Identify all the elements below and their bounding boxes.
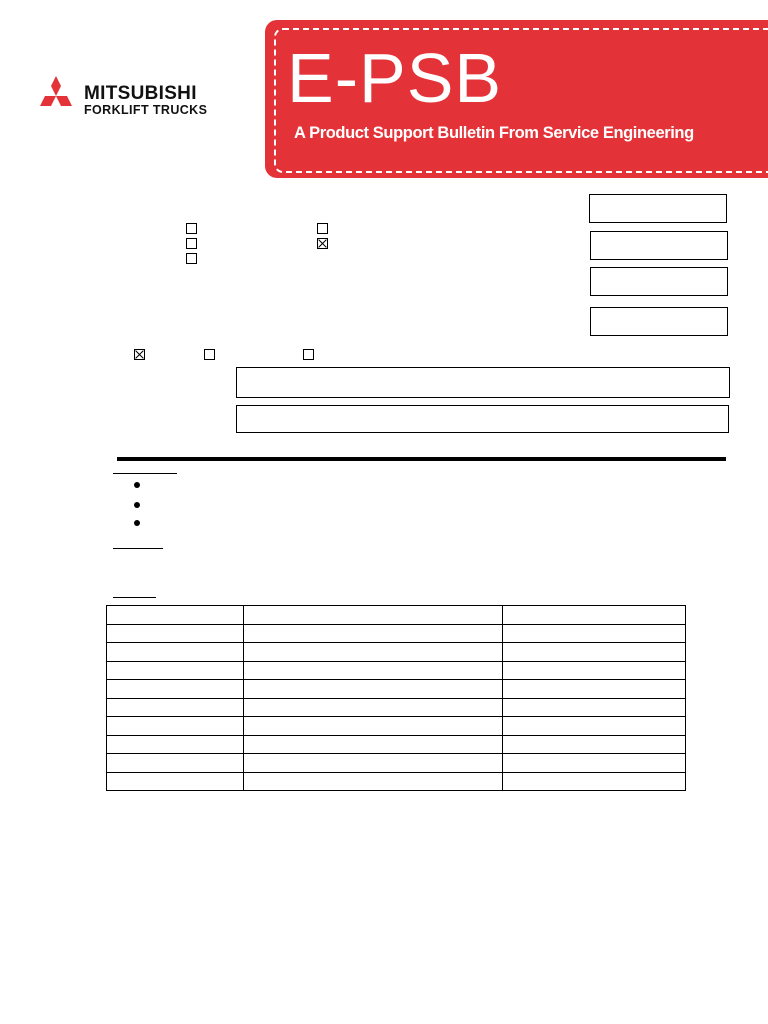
checkbox[interactable] xyxy=(204,349,215,360)
checkbox[interactable] xyxy=(186,238,197,249)
checkbox[interactable] xyxy=(317,223,328,234)
table-row xyxy=(107,698,686,717)
logo-wordmark: MITSUBISHI xyxy=(84,83,197,104)
table-cell xyxy=(244,772,503,791)
table-cell xyxy=(503,624,686,643)
checkbox-checked[interactable] xyxy=(134,349,145,360)
table-cell xyxy=(244,624,503,643)
table-cell xyxy=(503,717,686,736)
info-box-2 xyxy=(590,231,728,260)
banner-subtitle: A Product Support Bulletin From Service Engineering xyxy=(294,124,694,142)
table-cell xyxy=(244,606,503,625)
table-cell xyxy=(503,680,686,699)
table-cell xyxy=(503,698,686,717)
table-cell xyxy=(503,772,686,791)
checkbox-checked[interactable] xyxy=(317,238,328,249)
table-row xyxy=(107,717,686,736)
table-cell xyxy=(503,606,686,625)
table-cell xyxy=(107,735,244,754)
table-row xyxy=(107,606,686,625)
table-row xyxy=(107,680,686,699)
table-cell xyxy=(107,643,244,662)
table-cell xyxy=(244,735,503,754)
table-cell xyxy=(107,606,244,625)
parts-table xyxy=(106,605,686,791)
info-box-4 xyxy=(590,307,728,336)
table-cell xyxy=(244,754,503,773)
table-cell xyxy=(503,754,686,773)
info-box-3 xyxy=(590,267,728,296)
heading-underline xyxy=(113,597,156,598)
banner-title: E-PSB xyxy=(287,39,503,117)
table-cell xyxy=(503,643,686,662)
table-cell xyxy=(107,717,244,736)
bullet-point xyxy=(134,520,140,526)
table-cell xyxy=(107,661,244,680)
table-cell xyxy=(244,643,503,662)
bullet-point xyxy=(134,482,140,488)
table-cell xyxy=(107,754,244,773)
heading-underline xyxy=(113,473,177,474)
table-row xyxy=(107,754,686,773)
checkbox[interactable] xyxy=(186,253,197,264)
table-row xyxy=(107,661,686,680)
table-cell xyxy=(244,717,503,736)
table-cell xyxy=(503,661,686,680)
checkbox[interactable] xyxy=(303,349,314,360)
logo-tagline: FORKLIFT TRUCKS xyxy=(84,103,208,117)
table-cell xyxy=(503,735,686,754)
section-divider xyxy=(117,457,726,461)
text-field-box-1 xyxy=(236,367,730,398)
table-cell xyxy=(244,661,503,680)
table-cell xyxy=(244,698,503,717)
heading-underline xyxy=(113,548,163,549)
table-cell xyxy=(107,680,244,699)
bullet-point xyxy=(134,502,140,508)
checkbox[interactable] xyxy=(186,223,197,234)
mitsubishi-three-diamonds-icon xyxy=(34,76,78,118)
text-field-box-2 xyxy=(236,405,729,433)
table-cell xyxy=(244,680,503,699)
table-cell xyxy=(107,698,244,717)
table-cell xyxy=(107,772,244,791)
table-cell xyxy=(107,624,244,643)
table-row xyxy=(107,643,686,662)
table-row xyxy=(107,624,686,643)
table-row xyxy=(107,772,686,791)
info-box-1 xyxy=(589,194,727,223)
table-row xyxy=(107,735,686,754)
